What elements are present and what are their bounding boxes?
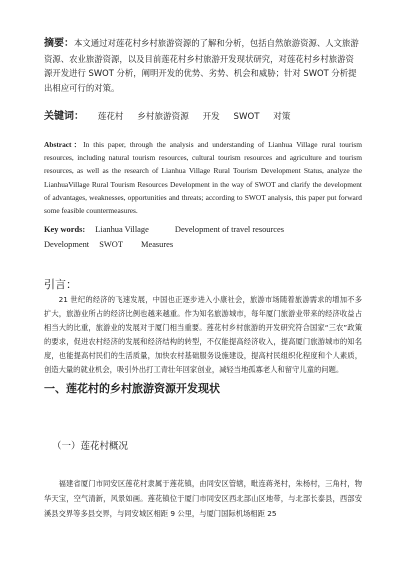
abstract-en-text: In this paper, through the analysis and understanding of Lianhua Village rural tourism resources, including natural tourism resources, cultural tourism resources and agriculture and tourism resources, as well as the research of Lianhua Village Rural Tourism Development Status, analyze the LianhuaVillage Rural Tourism Resources Development in the way of SWOT and clarify the development of advantages, weaknesses, opportunities and threats; according to SWOT analysis, this paper put forward some feasible countermeasures. (44, 140, 362, 216)
keywords-en-label: Key words: (44, 225, 86, 234)
keyword-zh-2: 乡村旅游资源 (137, 112, 189, 122)
keywords-zh (44, 107, 362, 122)
abstract-zh (44, 36, 362, 95)
abstract-zh-text: 本文通过对莲花村乡村旅游资源的了解和分析，包括自然旅游资源、人文旅游资源、农业旅游资源，以及目前莲花村乡村旅游开发现状研究，对莲花村乡村旅游资源开发进行 SWOT 分析，阐明开发的优势、劣势、机会和威胁；针对 SWOT 分析提出相应可行的对策。 (44, 38, 359, 93)
section-1-1-heading: （一）莲花村概况 (52, 441, 129, 452)
keyword-en-5: Measures (141, 239, 174, 249)
section-1-heading: 一、莲花村的乡村旅游资源开发现状 (44, 382, 220, 395)
intro-paragraph: 21 世纪的经济的飞速发展，中国也正逐步进入小康社会，旅游市场随着旅游需求的增加不多扩大，旅游业所占的经济比例也越来越重。作为知名旅游城市，每年厦门旅游业带来的经济收益占相当大的比重，旅游业的发展对于厦门相当重要。莲花村乡村旅游的开发研究符合国家“三农”政策的要求，促进农村经济的发展和经济结构的转型，不仅能提高经济收入，提高厦门旅游城市的知名度，也能提高村民们的生活质量，加快农村基础服务设施建设，提高村民组织化程度和个人素质，创造大量的就业机会，吸引外出打工青壮年回家创业，减轻当地孤寡老人和留守儿童的问题。 (44, 295, 362, 374)
keywords-en (44, 223, 362, 252)
keyword-en-2: Development of travel resources (174, 225, 284, 234)
keyword-zh-3: 开发 (202, 112, 220, 122)
keyword-en-4: SWOT (99, 239, 123, 249)
abstract-en-label: Abstract： (44, 140, 84, 149)
keyword-en-3: Development (44, 239, 90, 249)
abstract-en (44, 138, 362, 217)
keyword-zh-5: 对策 (273, 112, 291, 122)
keyword-en-1: Lianhua Village (95, 225, 149, 234)
keyword-zh-1: 莲花村 (97, 112, 124, 122)
abstract-zh-label: 摘要： (44, 38, 74, 49)
section-1-1-paragraph: 福建省厦门市同安区莲花村隶属于莲花镇，由同安区管辖，毗连蒋尧村，朱杨村，三角村，物华天宝，空气清新，风景如画。莲花镇位于厦门市同安区西北部山区地带，与北部长泰县，西部安溪县交界等多县交界，与同安城区相距 9 公里，与厦门国际机场相距 25 (44, 479, 362, 519)
intro-heading: 引言： (44, 278, 77, 291)
keywords-zh-label: 关键词： (44, 111, 84, 122)
keyword-zh-4: SWOT (233, 112, 260, 122)
